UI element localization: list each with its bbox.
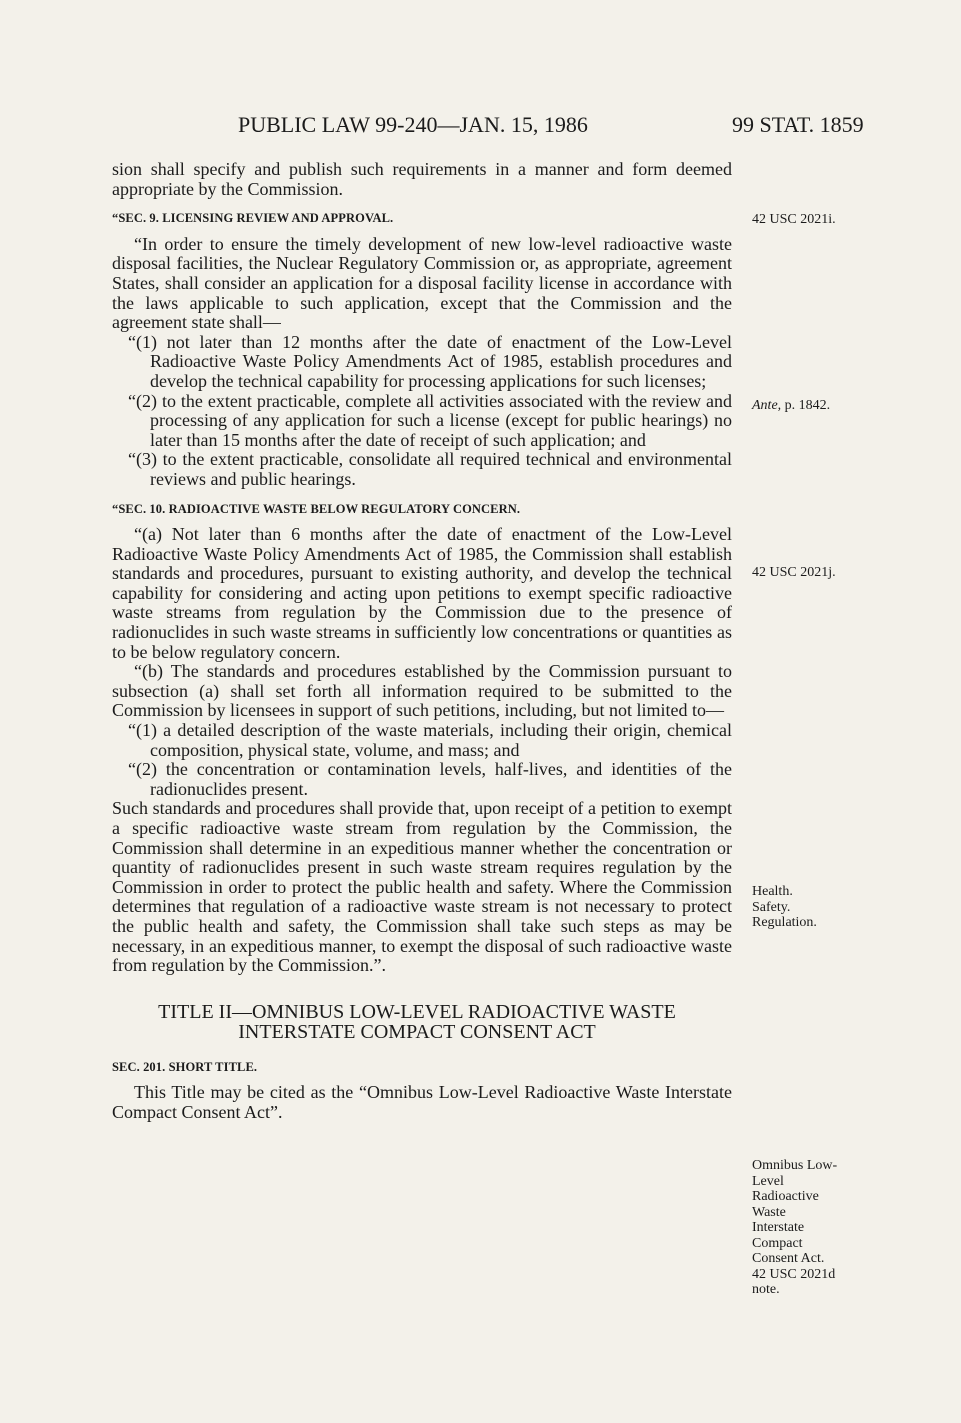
section-10-closing: Such standards and procedures shall provide that, upon receipt of a petition to exempt a specific radioactive waste stream from regulation by the Commission, the Commission shall determine in an expeditious manner whether the concentration or quantity of radionuclides present in such waste stream requires regulation by the Commission in order to protect the public health and safety. Where the Commission determines that regulation of a radioactive waste stream is not necessary to protect the public health and safety, the Commission shall take such steps as may be necessary, in an expeditious manner, to exempt the disposal of such radioactive waste from regulation by the Commission.”. bbox=[112, 798, 732, 976]
running-header: PUBLIC LAW 99-240—JAN. 15, 1986 bbox=[238, 112, 588, 137]
margin-note-2021i: 42 USC 2021i. bbox=[752, 212, 836, 227]
margin-note-regulation-line: Regulation. bbox=[752, 915, 817, 930]
section-10-heading: “SEC. 10. RADIOACTIVE WASTE BELOW REGULATORY CONCERN. bbox=[112, 501, 521, 516]
statute-body bbox=[112, 160, 732, 1123]
section-9-item-3: “(3) to the extent practicable, consolidate all required technical and environmental reviews and public hearings. bbox=[128, 449, 732, 489]
section-201-heading: SEC. 201. SHORT TITLE. bbox=[112, 1059, 258, 1074]
margin-note-line: Compact bbox=[752, 1235, 803, 1251]
section-10-b-item-1: “(1) a detailed description of the waste materials, including their origin, chemical composition, physical state, volume, and mass; and bbox=[128, 720, 732, 760]
margin-note-safety-line: Safety. bbox=[752, 899, 791, 915]
margin-note-line: Consent Act. bbox=[752, 1251, 825, 1266]
margin-note-line: 42 USC 2021d bbox=[752, 1266, 836, 1282]
title-2-line-1: TITLE II—OMNIBUS LOW-LEVEL RADIOACTIVE WASTE bbox=[158, 1000, 676, 1023]
margin-note-line: Omnibus Low- bbox=[752, 1158, 838, 1173]
margin-note-line: Radioactive bbox=[752, 1189, 819, 1204]
section-9-item-2: “(2) to the extent practicable, complete all activities associated with the review and processing of any application for such a license (except for public hearings) no later than 15 months after the date of receipt of such application; and bbox=[128, 390, 732, 450]
ante-page: p. 1842. bbox=[781, 398, 831, 413]
section-10-b-item-2: “(2) the concentration or contamination levels, half-lives, and identities of the radionuclides present. bbox=[128, 759, 732, 799]
section-9-intro: “In order to ensure the timely development of new low-level radioactive waste disposal facilities, the Nuclear Regulatory Commission or, as appropriate, agreement States, shall consider an application for a disposal facility license in accordance with the laws applicable to such application, except that the Commission and the agreement state shall— bbox=[112, 233, 732, 333]
margin-note-compact bbox=[752, 1158, 862, 1298]
title-2-line-2: INTERSTATE COMPACT CONSENT ACT bbox=[238, 1020, 596, 1043]
margin-note-2021j: 42 USC 2021j. bbox=[752, 565, 836, 580]
section-9-heading: “SEC. 9. LICENSING REVIEW AND APPROVAL. bbox=[112, 211, 394, 226]
section-9-item-1: “(1) not later than 12 months after the date of enactment of the Low-Level Radioactive Waste Policy Amendments Act of 1985, establish procedures and develop the technical capability for processing applications for such licenses; bbox=[128, 331, 732, 391]
section-10-subsection-a: “(a) Not later than 6 months after the date of enactment of the Low-Level Radioactive Waste Policy Amendments Act of 1985, the Commission shall establish standards and procedures, pursuant to existing authority, and develop the technical capability for considering and acting upon petitions to exempt specific radioactive waste streams from regulation by the Commission due to the presence of radionuclides in such waste streams in sufficiently low concentrations or quantities as to be below regulatory concern. bbox=[112, 524, 732, 662]
title-2-heading bbox=[112, 1002, 732, 1042]
margin-note-line: Waste bbox=[752, 1204, 786, 1220]
section-10-subsection-b: “(b) The standards and procedures established by the Commission pursuant to subsection (a) shall set forth all information required to be submitted to the Commission by licensees in support of such petitions, including, but not limited to— bbox=[112, 661, 732, 721]
ante-label: Ante, bbox=[752, 398, 782, 413]
continued-paragraph: sion shall specify and publish such requirements in a manner and form deemed appropriate by the Commission. bbox=[112, 159, 732, 199]
page-number: 99 STAT. 1859 bbox=[732, 112, 864, 137]
margin-note-line: Interstate bbox=[752, 1220, 805, 1235]
section-201-text: This Title may be cited as the “Omnibus Low-Level Radioactive Waste Interstate Compact Consent Act”. bbox=[112, 1082, 732, 1122]
margin-note-line: Level bbox=[752, 1173, 784, 1189]
margin-note-health-line: Health. bbox=[752, 884, 793, 899]
margin-note-ante bbox=[752, 398, 862, 414]
margin-note-line: note. bbox=[752, 1282, 780, 1297]
margin-note-health bbox=[752, 884, 862, 931]
